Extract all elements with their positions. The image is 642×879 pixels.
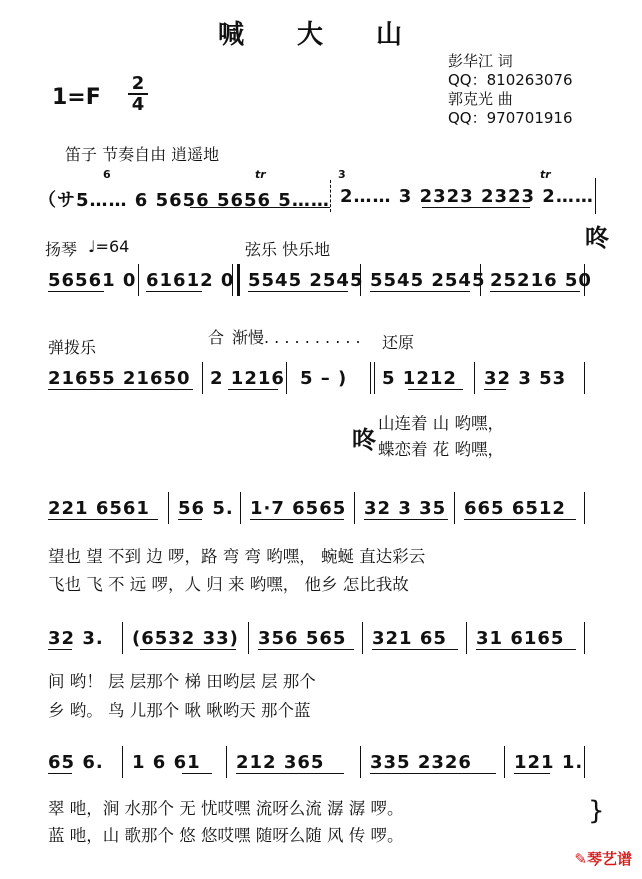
time-sig-bottom: 4 xyxy=(131,94,145,115)
dong-1: 咚 xyxy=(585,224,609,252)
barline xyxy=(226,746,227,778)
barline xyxy=(584,362,585,394)
underline-1b xyxy=(422,207,530,208)
underline-6b xyxy=(182,773,212,774)
barline xyxy=(286,362,287,394)
underline-5a xyxy=(48,649,72,650)
intro-label: 笛子 节奏自由 逍遥地 xyxy=(65,145,220,164)
underline-6d xyxy=(370,773,496,774)
lyric-v1-line-c: 间 哟！ 层 层那个 梯 田哟层 层 那个 xyxy=(48,672,316,691)
notation-line-3c: 5 – ) xyxy=(300,368,348,389)
notation-line-2b: 61612 0 xyxy=(146,270,235,291)
notation-line-6a: 65 6. xyxy=(48,752,104,773)
underline-4e xyxy=(464,519,576,520)
lyricist: 彭华江 词 xyxy=(448,52,513,70)
notation-line-2e: 25216 50 xyxy=(490,270,592,291)
tempo-value: =64 xyxy=(95,237,130,256)
composer: 郭克光 曲 xyxy=(448,90,513,108)
lyricist-qq: QQ：810263076 xyxy=(448,71,573,89)
underline-6c xyxy=(236,773,344,774)
notation-line-5b: (6532 33) xyxy=(132,628,239,649)
logo-text: 琴艺谱 xyxy=(586,850,632,868)
notation-line-6d: 335 2326 xyxy=(370,752,472,773)
underline-5d xyxy=(372,649,458,650)
barline xyxy=(248,622,249,654)
lyric-v1-line-b: 望也 望 不到 边 啰，路 弯 弯 哟嘿， 蜿蜒 直达彩云 xyxy=(48,547,426,566)
fermata-stem xyxy=(595,178,596,214)
notation-line-3a: 21655 21650 xyxy=(48,368,191,389)
underline-2d xyxy=(370,291,470,292)
grace-note-6: 6 xyxy=(103,168,111,181)
underline-4a xyxy=(48,519,158,520)
underline-3b xyxy=(228,389,278,390)
notation-line-2a: 56561 0 xyxy=(48,270,137,291)
grace-note-3: 3 xyxy=(338,168,346,181)
notation-line-2d: 5545 2545 xyxy=(370,270,486,291)
notation-line-6c: 212 365 xyxy=(236,752,325,773)
barline xyxy=(480,264,481,296)
underline-3d xyxy=(408,389,463,390)
underline-4b xyxy=(178,519,202,520)
notation-line-4d: 32 3 35 xyxy=(364,498,447,519)
notation-line-1b: 2…… 3 2323 2323 2…… xyxy=(340,186,594,207)
barline xyxy=(474,362,475,394)
notation-line-4e: 665 6512 xyxy=(464,498,566,519)
barline xyxy=(360,746,361,778)
xianyue-label: 弦乐 快乐地 xyxy=(245,240,331,259)
barline xyxy=(122,622,123,654)
notation-line-5c: 356 565 xyxy=(258,628,347,649)
underline-4c xyxy=(250,519,344,520)
notation-line-3e: 32 3 53 xyxy=(484,368,567,389)
lyric-v2-line-b: 飞也 飞 不 远 啰，人 归 来 哟嘿， 他乡 怎比我故 xyxy=(48,575,409,594)
notation-line-3b: 2 1216 xyxy=(210,368,285,389)
lyric-v1-line-a: 山连着 山 哟嘿， xyxy=(378,414,504,433)
composer-qq: QQ：970701916 xyxy=(448,109,573,127)
time-signature xyxy=(128,74,148,114)
jianman-label: 渐慢. . . . . . . . . . xyxy=(232,328,361,347)
dashed-barline xyxy=(330,180,331,212)
song-title: 喊 大 山 xyxy=(217,20,425,50)
notation-line-1a: （サ5…… 6 5656 5656 5…… xyxy=(38,190,330,211)
tempo-mark: ♩=64 xyxy=(88,237,130,256)
underline-4d xyxy=(364,519,448,520)
barline xyxy=(360,264,361,296)
huanyuan-label: 还原 xyxy=(382,333,415,352)
underline-3e xyxy=(484,389,506,390)
tanbo-label: 弹拨乐 xyxy=(48,338,97,357)
notation-line-4c: 1·7 6565 xyxy=(250,498,347,519)
barline xyxy=(122,746,123,778)
yangqin-label: 扬琴 xyxy=(45,240,78,259)
underline-5b xyxy=(140,649,236,650)
lyric-v2-line-c: 乡 哟。 鸟 儿那个 啾 啾哟天 那个蓝 xyxy=(48,701,311,720)
barline xyxy=(354,492,355,524)
logo-icon: ✎ xyxy=(574,850,587,868)
barline xyxy=(454,492,455,524)
notation-line-5a: 32 3. xyxy=(48,628,104,649)
underline-5c xyxy=(258,649,354,650)
verse-brace: } xyxy=(588,796,605,826)
underline-3a xyxy=(48,389,193,390)
trill-mark-2: tr xyxy=(540,168,551,181)
barline xyxy=(584,746,585,778)
barline xyxy=(240,492,241,524)
barline xyxy=(362,622,363,654)
key-signature: 1=F xyxy=(52,85,101,110)
underline-2a xyxy=(48,291,104,292)
underline-6e xyxy=(514,773,550,774)
barline xyxy=(584,492,585,524)
notation-line-2c: 5545 2545 xyxy=(248,270,364,291)
notation-line-6e: 121 1. xyxy=(514,752,584,773)
barline xyxy=(168,492,169,524)
notation-line-5e: 31 6165 xyxy=(476,628,565,649)
barline xyxy=(584,622,585,654)
notation-line-5d: 321 65 xyxy=(372,628,447,649)
barline xyxy=(504,746,505,778)
underline-5e xyxy=(476,649,576,650)
notation-line-4a: 221 6561 xyxy=(48,498,150,519)
barline xyxy=(370,362,371,394)
underline-2c xyxy=(248,291,348,292)
he-label: 合 xyxy=(208,328,225,347)
notation-line-4b: 56 5. xyxy=(178,498,234,519)
repeat-barline-thick xyxy=(237,264,240,296)
lyric-v2-line-d: 蓝 吔，山 歌那个 悠 悠哎嘿 随呀么随 风 传 啰。 xyxy=(48,826,404,845)
lyric-v1-line-d: 翠 吔，涧 水那个 无 忧哎嘿 流呀么流 潺 潺 啰。 xyxy=(48,799,404,818)
underline-2b xyxy=(146,291,202,292)
barline xyxy=(584,264,585,296)
repeat-barline xyxy=(232,264,233,296)
underline-2e xyxy=(490,291,580,292)
lyric-v2-line-a: 蝶恋着 花 哟嘿， xyxy=(378,440,504,459)
credits xyxy=(448,52,573,128)
notation-line-6b: 1 6 61 xyxy=(132,752,201,773)
barline xyxy=(138,264,139,296)
time-sig-top: 2 xyxy=(131,73,145,94)
underline-1a xyxy=(190,207,330,208)
dong-2: 咚 xyxy=(352,426,376,454)
site-logo xyxy=(574,848,632,869)
barline xyxy=(466,622,467,654)
notation-line-3d: 5 1212 xyxy=(382,368,457,389)
double-barline xyxy=(374,362,375,394)
trill-mark-1: tr xyxy=(255,168,266,181)
barline xyxy=(202,362,203,394)
underline-6a xyxy=(48,773,72,774)
